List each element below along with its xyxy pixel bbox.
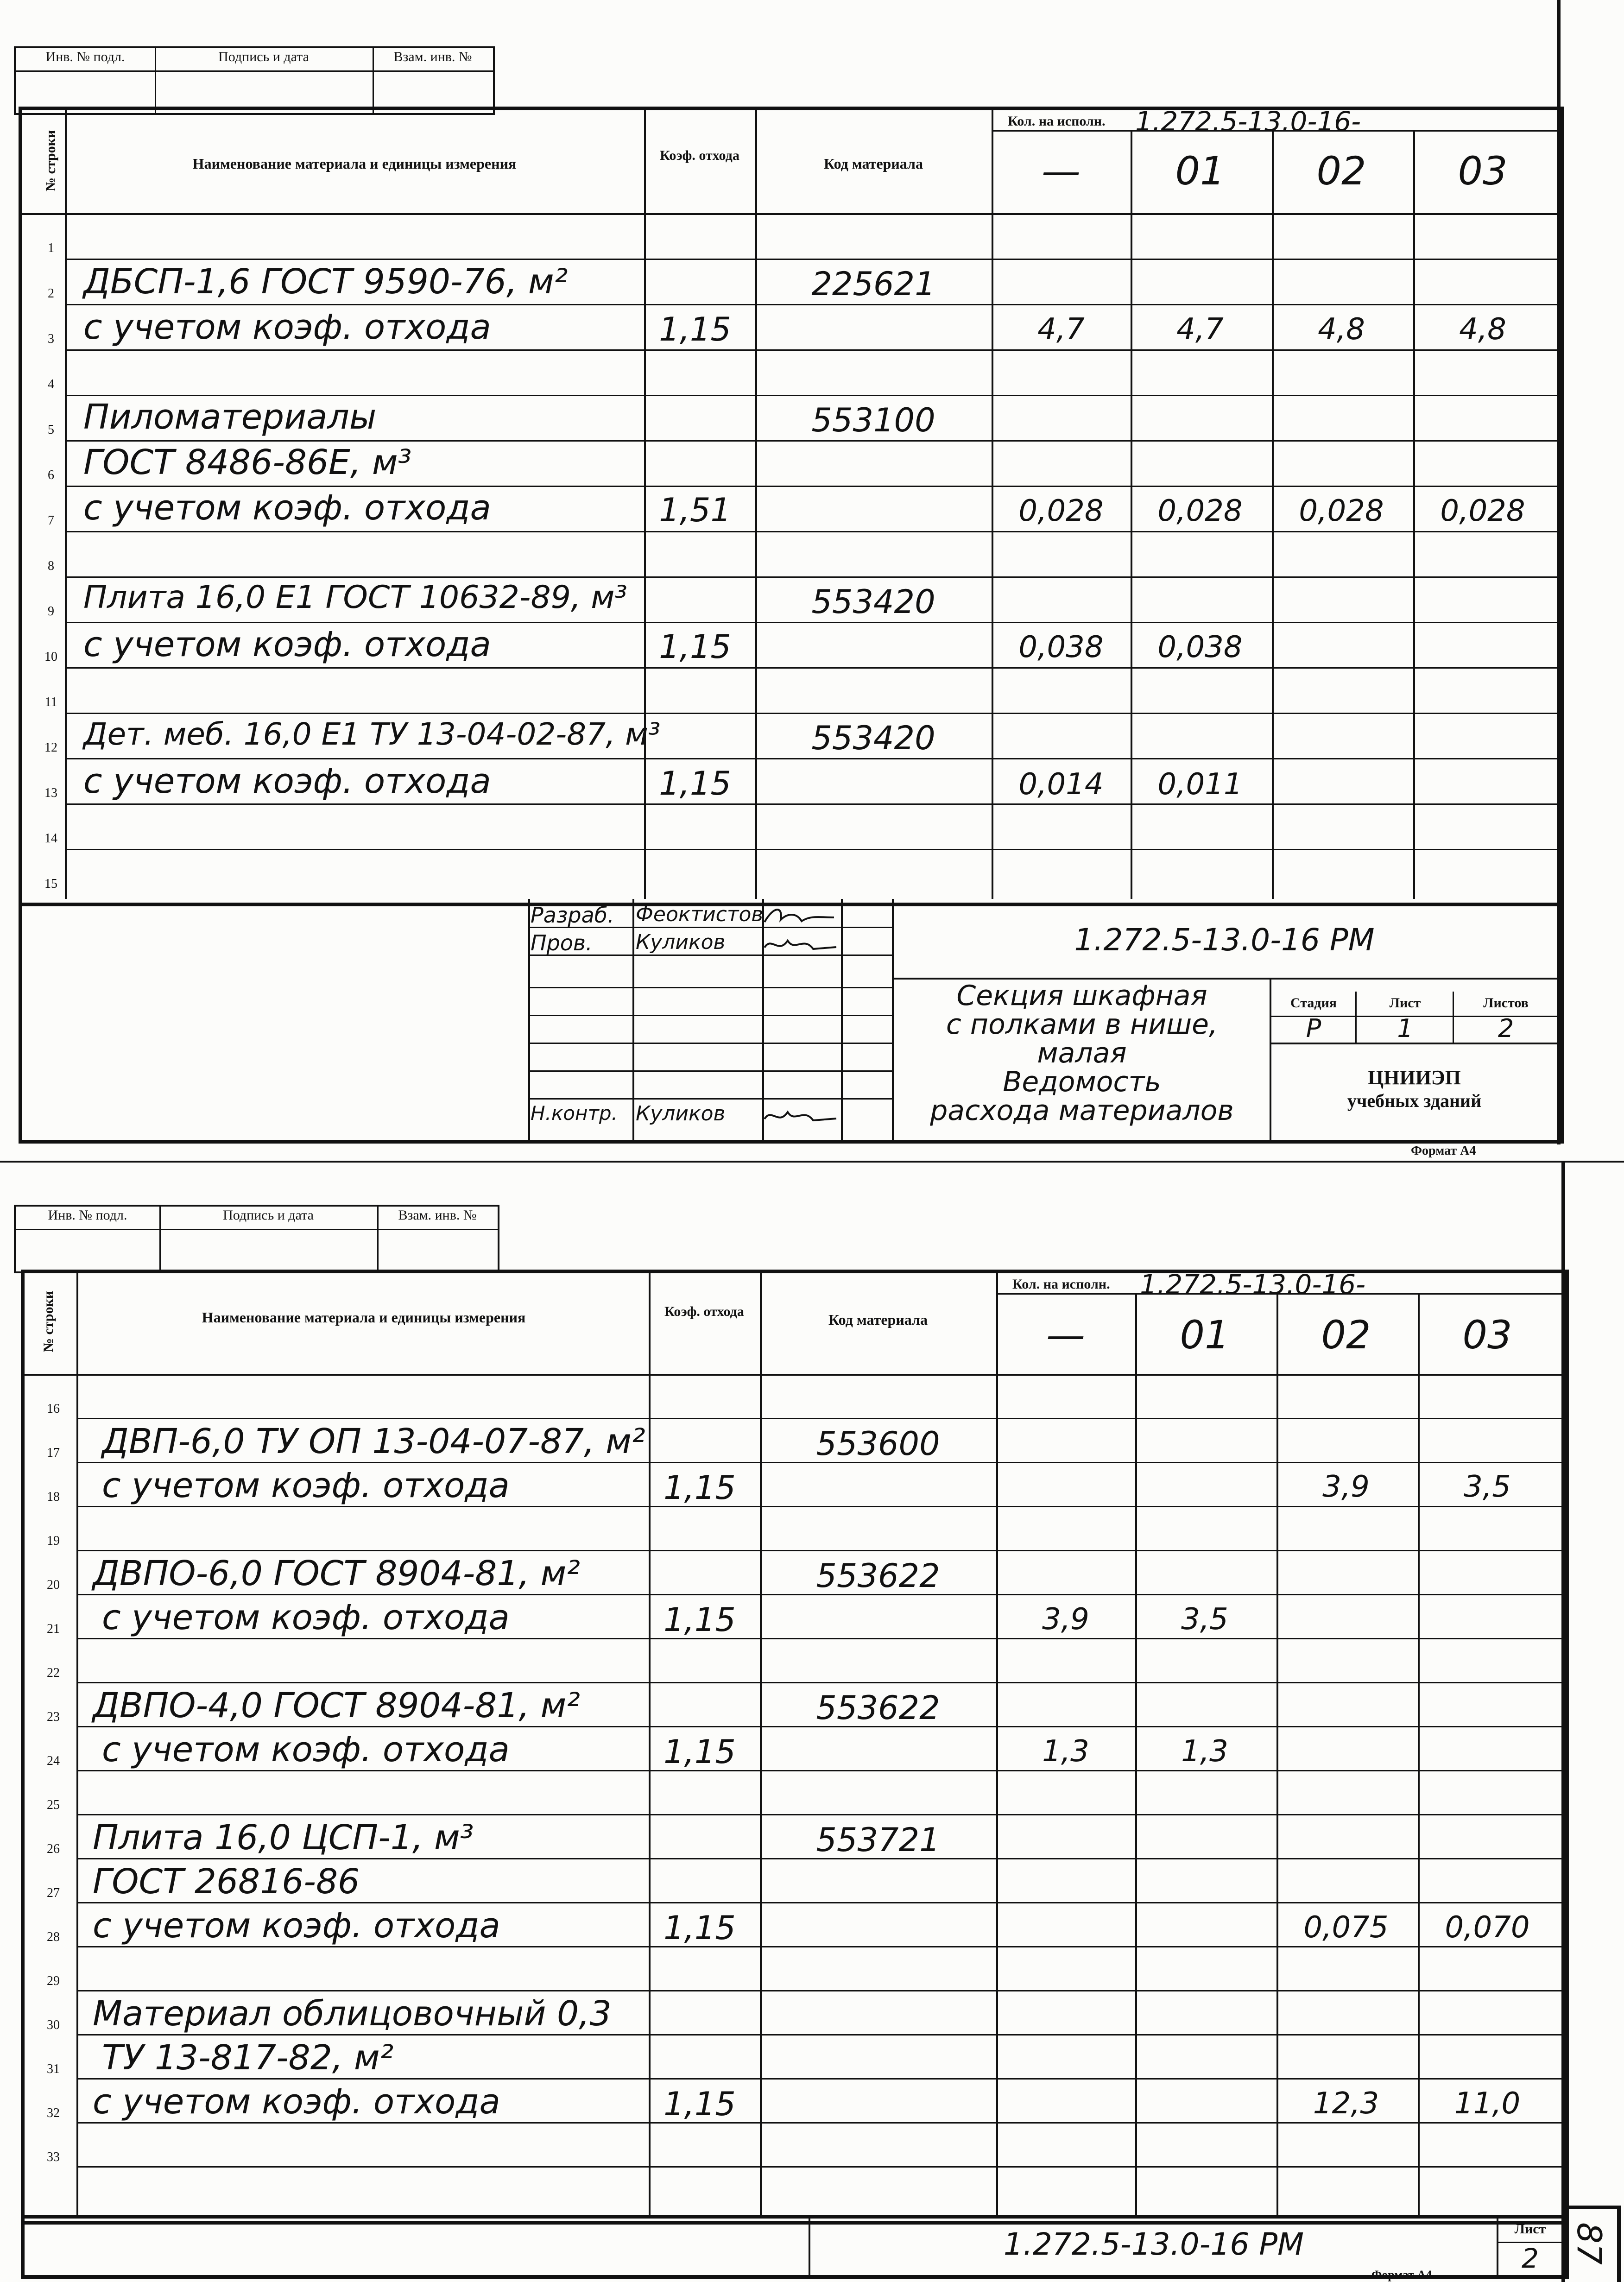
material-name: с учетом коэф. отхода <box>102 1466 510 1505</box>
waste-coefficient: 1,15 <box>664 1909 736 1947</box>
material-code: 225621 <box>811 265 935 303</box>
waste-coefficient: 1,51 <box>659 491 731 529</box>
material-code: 553622 <box>816 1557 940 1595</box>
doc-title-line: Ведомость <box>1003 1066 1161 1098</box>
name-header: Наименование материала и единицы измерения <box>192 155 517 172</box>
waste-coefficient: 1,15 <box>664 2085 736 2123</box>
top-stamp <box>14 1205 499 1273</box>
row-number: 22 <box>47 1666 60 1680</box>
qty-01: 1,3 <box>1181 1734 1228 1769</box>
qty-01: 4,7 <box>1176 312 1224 347</box>
qty-base: 0,038 <box>1018 630 1104 664</box>
signature-image <box>760 904 839 931</box>
row-number: 18 <box>47 1490 60 1504</box>
col-header-03: 03 <box>1458 148 1508 194</box>
razrab-label: Разраб. <box>531 903 614 928</box>
row-number: 15 <box>44 877 57 891</box>
coef-header: Коэф. отхода <box>660 148 739 163</box>
row-number: 4 <box>48 377 54 392</box>
row-number: 17 <box>47 1446 60 1460</box>
inv-label: Инв. № подл. <box>48 1207 127 1223</box>
qty-doc-prefix: 1.272.5-13.0-16- <box>1135 106 1361 137</box>
sheet-value: 2 <box>1522 2243 1539 2274</box>
qty-03: 11,0 <box>1454 2086 1521 2121</box>
vzam-label: Взам. инв. № <box>393 49 472 64</box>
row-number: 30 <box>47 2018 60 2032</box>
row-number: 8 <box>48 559 54 573</box>
doc-title-line: малая <box>1037 1037 1127 1069</box>
qty-02: 12,3 <box>1313 2086 1379 2121</box>
row-number: 13 <box>44 786 57 800</box>
nkontr-name: Куликов <box>636 1102 726 1125</box>
material-name: с учетом коэф. отхода <box>83 625 491 664</box>
row-number: 6 <box>48 468 54 482</box>
row-number: 1 <box>48 241 54 255</box>
org-name: ЦНИИЭП <box>1368 1066 1461 1089</box>
name-header: Наименование материала и единицы измерения <box>202 1309 526 1326</box>
material-name: с учетом коэф. отхода <box>102 1598 510 1637</box>
doc-code: 1.272.5-13.0-16 РМ <box>1074 922 1375 958</box>
page-number: 87 <box>1570 2222 1609 2265</box>
row-number: 31 <box>47 2062 60 2076</box>
qty-base: 1,3 <box>1042 1734 1089 1769</box>
material-name: Пиломатериалы <box>83 397 377 437</box>
material-name: с учетом коэф. отхода <box>83 761 491 801</box>
row-number: 19 <box>47 1534 60 1548</box>
waste-coefficient: 1,15 <box>659 310 731 348</box>
waste-coefficient: 1,15 <box>664 1733 736 1771</box>
format-label: Формат А4 <box>1411 1144 1476 1158</box>
col-header-01: 01 <box>1180 1312 1230 1358</box>
row-number: 24 <box>47 1754 60 1768</box>
material-name: Дет. меб. 16,0 Е1 ТУ 13-04-02-87, м³ <box>83 716 661 752</box>
doc-title-line: с полками в нише, <box>946 1008 1218 1041</box>
col-header-02: 02 <box>1316 148 1366 194</box>
stage-value: Р <box>1306 1014 1321 1043</box>
qty-03: 4,8 <box>1459 312 1506 347</box>
sheet-value: 1 <box>1397 1014 1413 1043</box>
material-name: ГОСТ 8486-86Е, м³ <box>83 442 412 482</box>
razrab-name: Феоктистов <box>636 903 764 926</box>
col-header-base: — <box>1042 148 1081 194</box>
row-number: 28 <box>47 1930 60 1944</box>
sheet-label: Лист <box>1389 995 1421 1011</box>
row-number: 33 <box>47 2150 60 2164</box>
sheets-value: 2 <box>1498 1014 1514 1043</box>
col-header-02: 02 <box>1321 1312 1371 1358</box>
qty-01: 0,038 <box>1157 630 1243 664</box>
material-name: ДВПО-4,0 ГОСТ 8904-81, м² <box>93 1686 580 1726</box>
material-code: 553600 <box>816 1425 940 1463</box>
material-name: Плита 16,0 ЦСП-1, м³ <box>93 1818 474 1858</box>
qty-base: 0,028 <box>1018 494 1104 528</box>
material-name: ГОСТ 26816-86 <box>93 1862 360 1902</box>
sheet-label: Лист <box>1514 2221 1546 2237</box>
qty-02: 0,028 <box>1299 494 1384 528</box>
row-number: 14 <box>44 831 57 846</box>
signature-image <box>760 931 839 959</box>
qty-03: 0,070 <box>1445 1910 1530 1945</box>
doc-title-line: расхода материалов <box>930 1094 1234 1127</box>
row-number: 27 <box>47 1886 60 1900</box>
col-header-base: — <box>1046 1312 1085 1358</box>
material-name: с учетом коэф. отхода <box>93 1906 500 1946</box>
rownum-header: № строки <box>41 1290 56 1353</box>
qty-03: 3,5 <box>1464 1470 1511 1504</box>
row-number: 10 <box>44 650 57 664</box>
qty-02: 4,8 <box>1318 312 1365 347</box>
prov-label: Пров. <box>531 930 593 955</box>
waste-coefficient: 1,15 <box>659 628 731 666</box>
qty-doc-prefix: 1.272.5-13.0-16- <box>1140 1269 1366 1300</box>
row-number: 25 <box>47 1798 60 1812</box>
qty-02: 0,075 <box>1303 1910 1389 1945</box>
doc-title-line: Секция шкафная <box>956 980 1207 1012</box>
top-stamp <box>14 46 495 115</box>
coef-header: Коэф. отхода <box>664 1304 744 1319</box>
material-name: с учетом коэф. отхода <box>83 488 491 528</box>
row-number: 7 <box>48 513 54 528</box>
code-header: Код материала <box>828 1311 928 1328</box>
row-number: 9 <box>48 604 54 619</box>
material-name: с учетом коэф. отхода <box>93 2082 500 2122</box>
row-number: 21 <box>47 1622 60 1636</box>
material-name: с учетом коэф. отхода <box>102 1730 510 1770</box>
waste-coefficient: 1,15 <box>659 765 731 803</box>
material-code: 553420 <box>811 583 935 621</box>
sign-label: Подпись и дата <box>218 49 309 64</box>
stage-label: Стадия <box>1290 995 1337 1011</box>
inv-label: Инв. № подл. <box>45 49 125 64</box>
nkontr-label: Н.контр. <box>531 1102 618 1125</box>
qty-03: 0,028 <box>1440 494 1525 528</box>
material-name: ДВПО-6,0 ГОСТ 8904-81, м² <box>93 1554 580 1593</box>
waste-coefficient: 1,15 <box>664 1469 736 1507</box>
material-code: 553622 <box>816 1689 940 1727</box>
qty-02: 3,9 <box>1322 1470 1370 1504</box>
row-number: 2 <box>48 286 54 301</box>
qty-01: 0,028 <box>1157 494 1243 528</box>
waste-coefficient: 1,15 <box>664 1601 736 1639</box>
material-name: Материал облицовочный 0,3 <box>93 1994 612 2034</box>
material-code: 553420 <box>811 719 935 757</box>
qty-base: 3,9 <box>1042 1602 1089 1637</box>
material-code: 553100 <box>811 401 935 439</box>
prov-name: Куликов <box>636 930 726 954</box>
code-header: Код материала <box>823 155 923 172</box>
material-code: 553721 <box>816 1821 940 1859</box>
row-number: 20 <box>47 1578 60 1592</box>
signature-image <box>760 1103 839 1131</box>
rownum-header: № строки <box>43 130 58 192</box>
material-name: ДБСП-1,6 ГОСТ 9590-76, м² <box>83 262 568 302</box>
doc-code: 1.272.5-13.0-16 РМ <box>1003 2226 1304 2262</box>
row-number: 11 <box>44 695 57 709</box>
row-number: 32 <box>47 2106 60 2120</box>
row-number: 16 <box>47 1402 60 1416</box>
row-number: 12 <box>44 740 57 755</box>
org-subtitle: учебных зданий <box>1347 1090 1482 1111</box>
material-name: ДВП-6,0 ТУ ОП 13-04-07-87, м² <box>102 1422 645 1461</box>
format-label: Формат А4 <box>1371 2268 1432 2282</box>
row-number: 23 <box>47 1710 60 1724</box>
row-number: 5 <box>48 423 54 437</box>
material-name: с учетом коэф. отхода <box>83 307 491 347</box>
sheets-label: Листов <box>1483 995 1529 1011</box>
sign-label: Подпись и дата <box>223 1207 314 1223</box>
col-header-01: 01 <box>1175 148 1225 194</box>
row-number: 29 <box>47 1974 60 1988</box>
material-name: ТУ 13-817-82, м² <box>102 2038 394 2078</box>
qty-base: 0,014 <box>1018 767 1104 802</box>
qty-base: 4,7 <box>1037 312 1085 347</box>
qty-header: Кол. на исполн. <box>1012 1277 1110 1292</box>
row-number: 3 <box>48 332 54 346</box>
qty-01: 3,5 <box>1181 1602 1228 1637</box>
material-name: Плита 16,0 Е1 ГОСТ 10632-89, м³ <box>83 579 627 616</box>
qty-header: Кол. на исполн. <box>1008 114 1106 129</box>
col-header-03: 03 <box>1462 1312 1512 1358</box>
vzam-label: Взам. инв. № <box>398 1207 477 1223</box>
qty-01: 0,011 <box>1157 767 1243 802</box>
row-number: 26 <box>47 1842 60 1856</box>
